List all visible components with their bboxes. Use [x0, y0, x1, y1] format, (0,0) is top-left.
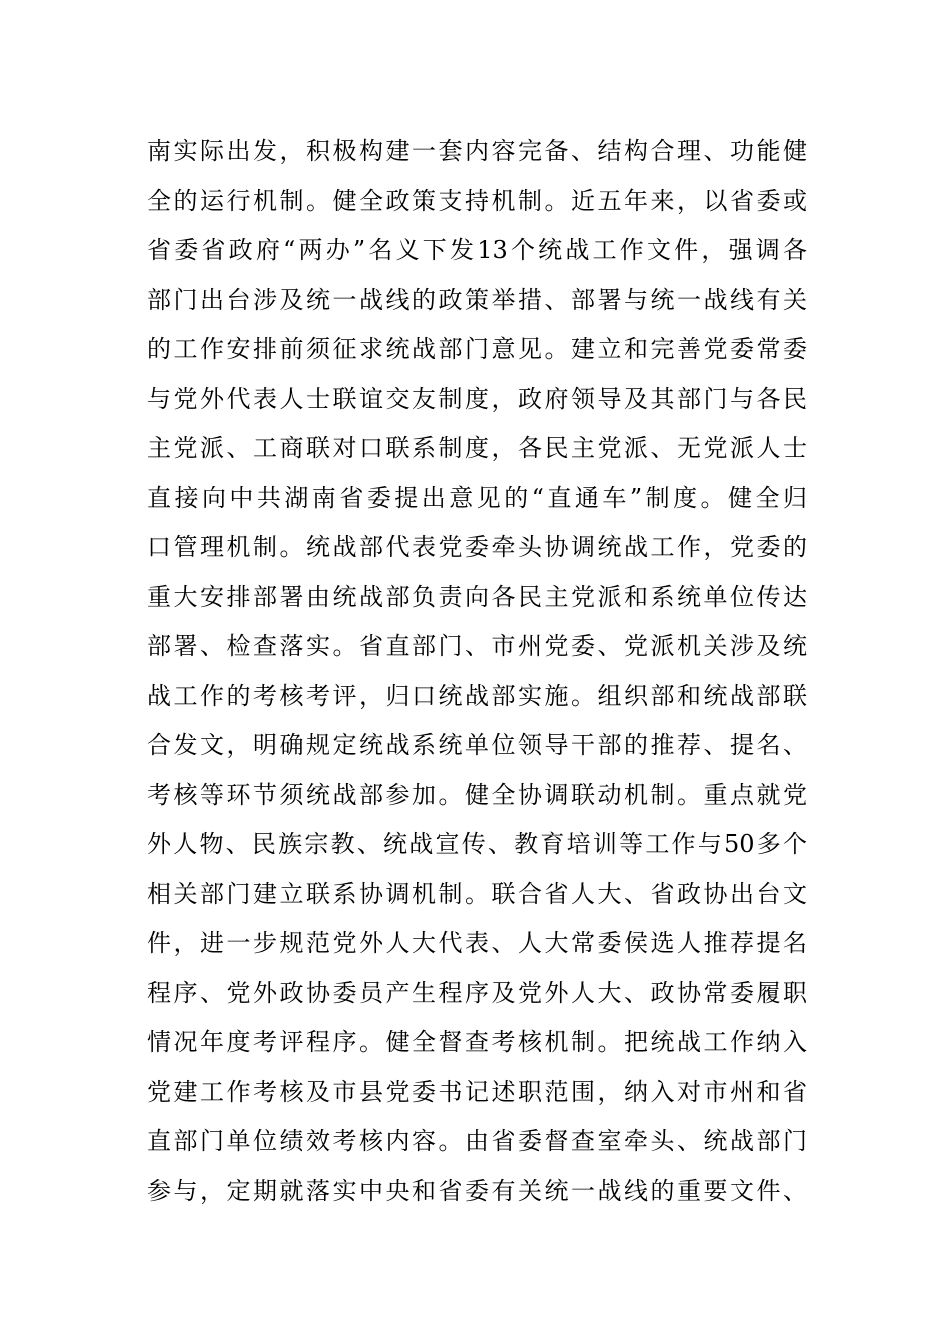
- text-line: 省委省政府“两办”名义下发13个统战工作文件，强调各: [147, 236, 807, 264]
- text-line: 部署、检查落实。省直部门、市州党委、党派机关涉及统: [147, 632, 807, 660]
- text-line: 情况年度考评程序。健全督查考核机制。把统战工作纳入: [147, 1028, 807, 1056]
- text-line: 直部门单位绩效考核内容。由省委督查室牵头、统战部门: [147, 1127, 807, 1155]
- text-line: 程序、党外政协委员产生程序及党外人大、政协常委履职: [147, 978, 807, 1007]
- text-line: 南实际出发，积极构建一套内容完备、结构合理、功能健: [147, 137, 807, 165]
- text-line: 主党派、工商联对口联系制度，各民主党派、无党派人士: [147, 434, 807, 462]
- text-line: 口管理机制。统战部代表党委牵头协调统战工作，党委的: [147, 533, 807, 561]
- text-line: 直接向中共湖南省委提出意见的“直通车”制度。健全归: [147, 483, 807, 512]
- text-line: 全的运行机制。健全政策支持机制。近五年来，以省委或: [147, 186, 807, 215]
- text-line: 重大安排部署由统战部负责向各民主党派和系统单位传达: [147, 582, 807, 611]
- text-line: 件，进一步规范党外人大代表、人大常委侯选人推荐提名: [147, 929, 807, 957]
- text-line: 参与，定期就落实中央和省委有关统一战线的重要文件、: [147, 1176, 807, 1205]
- text-line: 考核等环节须统战部参加。健全协调联动机制。重点就党: [147, 780, 807, 809]
- text-line: 与党外代表人士联谊交友制度，政府领导及其部门与各民: [147, 384, 807, 413]
- text-line: 部门出台涉及统一战线的政策举措、部署与统一战线有关: [147, 285, 807, 314]
- text-line: 党建工作考核及市县党委书记述职范围，纳入对市州和省: [147, 1077, 807, 1106]
- text-line: 的工作安排前须征求统战部门意见。建立和完善党委常委: [147, 335, 807, 363]
- text-line: 外人物、民族宗教、统战宣传、教育培训等工作与50多个: [147, 830, 807, 858]
- body-text: [147, 127, 807, 1216]
- text-line: 合发文，明确规定统战系统单位领导干部的推荐、提名、: [147, 731, 807, 759]
- text-line: 战工作的考核考评，归口统战部实施。组织部和统战部联: [147, 681, 807, 710]
- text-line: 相关部门建立联系协调机制。联合省人大、省政协出台文: [147, 879, 807, 908]
